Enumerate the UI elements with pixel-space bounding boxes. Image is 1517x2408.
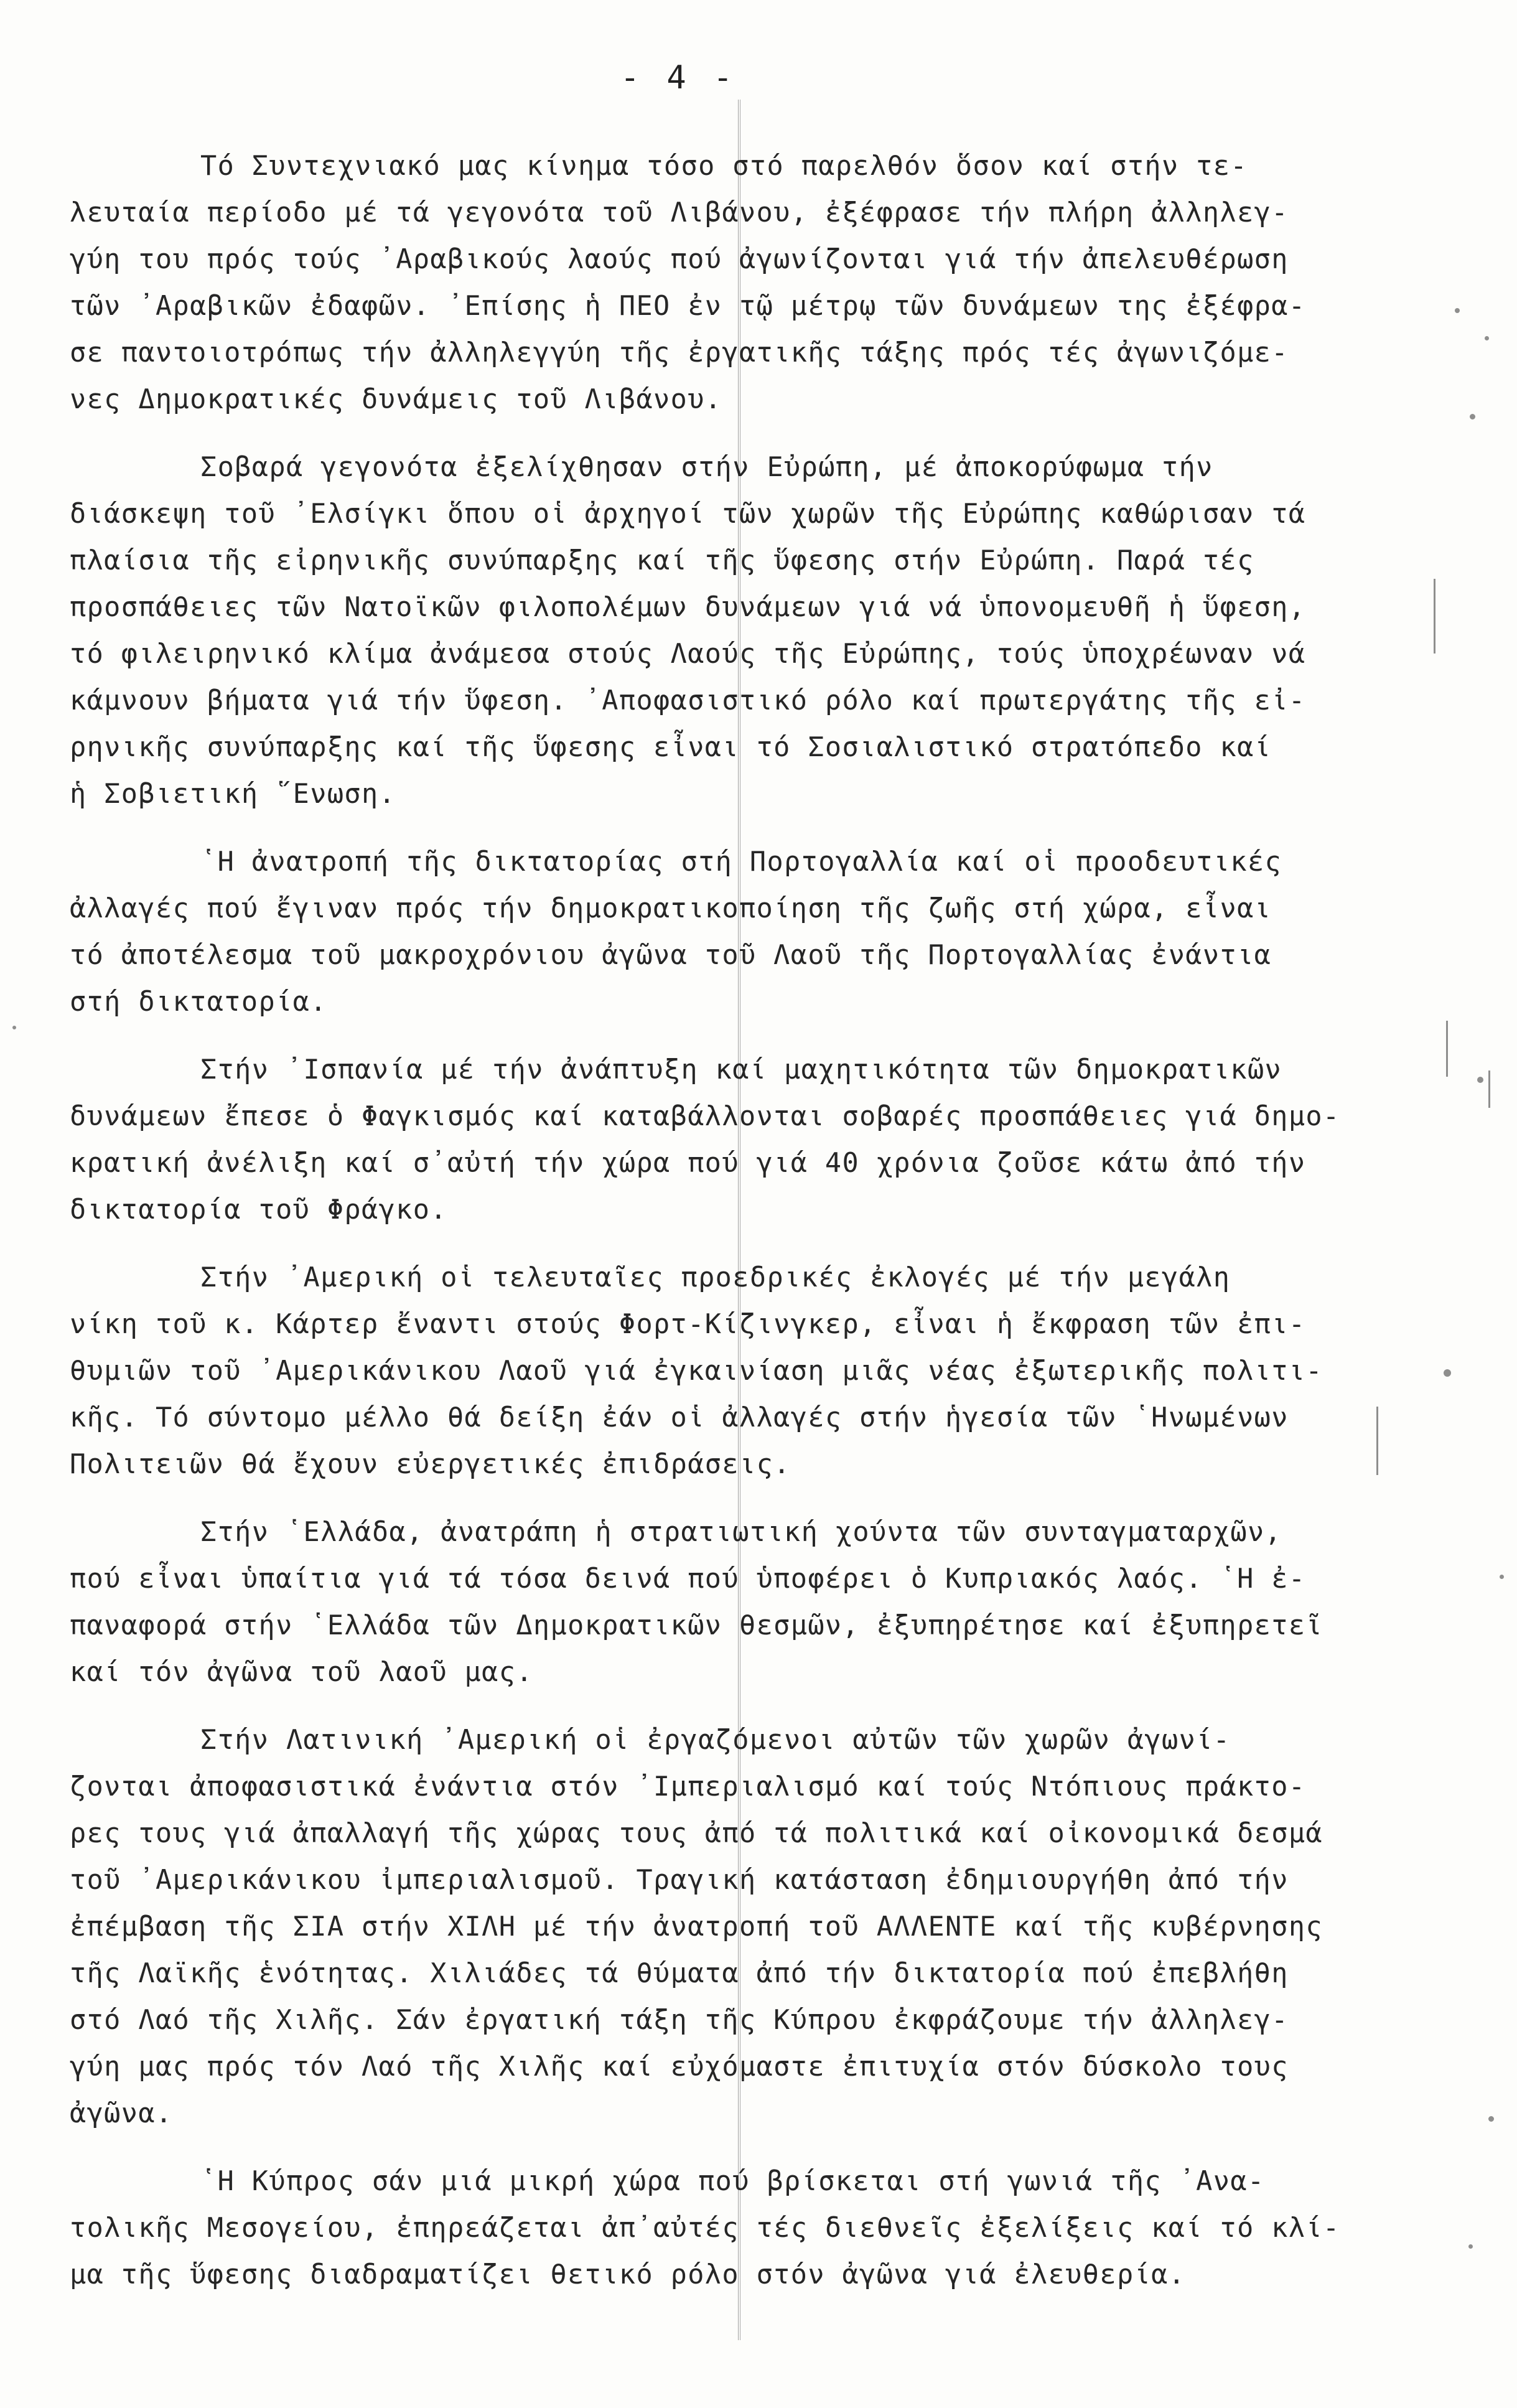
paragraph-spain <box>70 1047 1457 1234</box>
text-line: γύη μας πρός τόν Λαό τῆς Χιλῆς καί εὐχόμαστε ἐπιτυχία στόν δύσκολο τους <box>70 2051 1289 2082</box>
text-line: πού εἶναι ὑπαίτια γιά τά τόσα δεινά πού ὑποφέρει ὁ Κυπριακός λαός. ῾Η ἐ- <box>70 1563 1306 1595</box>
text-line: ἡ Σοβιετική ῞Ενωση. <box>70 779 396 810</box>
text-line: παναφορά στήν ῾Ελλάδα τῶν Δημοκρατικῶν θεσμῶν, ἐξυπηρέτησε καί ἐξυπηρετεῖ <box>70 1610 1323 1641</box>
scan-speck <box>1477 1077 1483 1083</box>
paragraph-europe <box>70 444 1457 818</box>
text-line: ἐπέμβαση τῆς ΣΙΑ στήν ΧΙΛΗ μέ τήν ἀνατροπή τοῦ ΑΛΛΕΝΤΕ καί τῆς κυβέρνησης <box>70 1911 1323 1942</box>
text-line: δικτατορία τοῦ Φράγκο. <box>70 1194 447 1225</box>
text-line: γύη του πρός τούς ᾿Αραβικούς λαούς πού ἀγωνίζονται γιά τήν ἀπελευθέρωση <box>70 244 1289 275</box>
text-line: κῆς. Τό σύντομο μέλλο θά δείξη ἐάν οἱ ἀλλαγές στήν ἡγεσία τῶν ῾Ηνωμένων <box>70 1402 1289 1433</box>
scan-speck <box>1485 336 1489 340</box>
text-line: Σοβαρά γεγονότα ἐξελίχθησαν στήν Εὐρώπη, μέ ἀποκορύφωμα τήν <box>200 452 1213 483</box>
text-line: τολικῆς Μεσογείου, ἐπηρεάζεται ἀπ᾿αὐτές τές διεθνεῖς ἐξελίξεις καί τό κλί- <box>70 2213 1340 2244</box>
scan-speck <box>1488 2116 1494 2122</box>
paragraph-greece <box>70 1509 1457 1696</box>
text-line: Στήν Λατινική ᾿Αμερική οἱ ἐργαζόμενοι αὐτῶν τῶν χωρῶν ἀγωνί- <box>200 1725 1231 1756</box>
text-line: ρηνικῆς συνύπαρξης καί τῆς ὕφεσης εἶναι τό Σοσιαλιστικό στρατόπεδο καί <box>70 732 1272 763</box>
text-line: θυμιῶν τοῦ ᾿Αμερικάνικου Λαοῦ γιά ἐγκαινίαση μιᾶς νέας ἐξωτερικῆς πολιτι- <box>70 1356 1323 1387</box>
text-line: κρατική ἀνέλιξη καί σ᾿αὐτή τήν χώρα πού γιά 40 χρόνια ζοῦσε κάτω ἀπό τήν <box>70 1148 1306 1179</box>
scan-speck <box>12 1026 16 1029</box>
text-line: Στήν ᾿Ισπανία μέ τήν ἀνάπτυξη καί μαχητικότητα τῶν δημοκρατικῶν <box>200 1054 1282 1085</box>
text-line: τό φιλειρηνικό κλίμα ἀνάμεσα στούς Λαούς τῆς Εὐρώπης, τούς ὑποχρέωναν νά <box>70 639 1306 670</box>
text-line: κάμνουν βήματα γιά τήν ὕφεση. ᾿Αποφασιστικό ρόλο καί πρωτεργάτης τῆς εἰ- <box>70 685 1306 716</box>
text-line: λευταία περίοδο μέ τά γεγονότα τοῦ Λιβάνου, ἐξέφρασε τήν πλήρη ἀλληλεγ- <box>70 197 1289 228</box>
text-line: τό ἀποτέλεσμα τοῦ μακροχρόνιου ἀγῶνα τοῦ Λαοῦ τῆς Πορτογαλλίας ἐνάντια <box>70 940 1272 971</box>
text-line: νίκη τοῦ κ. Κάρτερ ἔναντι στούς Φορτ-Κίζινγκερ, εἶναι ἡ ἔκφραση τῶν ἐπι- <box>70 1309 1306 1340</box>
text-line: καί τόν ἀγῶνα τοῦ λαοῦ μας. <box>70 1657 533 1688</box>
scan-speck <box>1468 2244 1473 2249</box>
paragraph-latin-america <box>70 1717 1457 2137</box>
text-line: σε παντοιοτρόπως τήν ἀλληλεγγύη τῆς ἐργατικῆς τάξης πρός τές ἀγωνιζόμε- <box>70 337 1289 368</box>
text-line: τῆς Λαϊκῆς ἑνότητας. Χιλιάδες τά θύματα ἀπό τήν δικτατορία πού ἐπεβλήθη <box>70 1958 1289 1989</box>
text-line: ἀλλαγές πού ἔγιναν πρός τήν δημοκρατικοποίηση τῆς ζωῆς στή χώρα, εἶναι <box>70 893 1272 924</box>
text-line: προσπάθειες τῶν Νατοϊκῶν φιλοπολέμων δυνάμεων γιά νά ὑπονομευθῆ ἡ ὕφεση, <box>70 592 1306 623</box>
text-line: πλαίσια τῆς εἰρηνικῆς συνύπαρξης καί τῆς ὕφεσης στήν Εὐρώπη. Παρά τές <box>70 545 1254 576</box>
scan-speck <box>1470 414 1475 419</box>
paragraph-america <box>70 1255 1457 1488</box>
text-line: νες Δημοκρατικές δυνάμεις τοῦ Λιβάνου. <box>70 384 722 415</box>
text-line: ῾Η ἀνατροπή τῆς δικτατορίας στή Πορτογαλλία καί οἱ προοδευτικές <box>200 846 1282 878</box>
text-line: Τό Συντεχνιακό μας κίνημα τόσο στό παρελθόν ὅσον καί στήν τε- <box>200 151 1248 182</box>
paragraph-portugal <box>70 839 1457 1026</box>
scan-speck <box>1500 1575 1504 1579</box>
text-line: διάσκεψη τοῦ ᾿Ελσίγκι ὅπου οἱ ἀρχηγοί τῶν χωρῶν τῆς Εὐρώπης καθώρισαν τά <box>70 499 1306 530</box>
text-line: ζονται ἀποφασιστικά ἐνάντια στόν ᾿Ιμπεριαλισμό καί τούς Ντόπιους πράκτο- <box>70 1771 1306 1802</box>
text-line: Στήν ῾Ελλάδα, ἀνατράπη ἡ στρατιωτική χούντα τῶν συνταγματαρχῶν, <box>200 1517 1282 1548</box>
paragraph-lebanon <box>70 143 1457 423</box>
paragraph-cyprus <box>70 2158 1457 2298</box>
text-line: ρες τους γιά ἀπαλλαγή τῆς χώρας τους ἀπό τά πολιτικά καί οἰκονομικά δεσμά <box>70 1818 1323 1849</box>
text-line: Στήν ᾿Αμερική οἱ τελευταῖες προεδρικές ἐκλογές μέ τήν μεγάλη <box>200 1262 1231 1293</box>
text-line: τῶν ᾿Αραβικῶν ἐδαφῶν. ᾿Επίσης ἡ ΠΕΟ ἐν τῷ μέτρῳ τῶν δυνάμεων της ἐξέφρα- <box>70 291 1306 322</box>
text-line: στή δικτατορία. <box>70 986 327 1018</box>
text-line: Πολιτειῶν θά ἔχουν εὐεργετικές ἐπιδράσεις. <box>70 1449 791 1480</box>
body-text <box>70 143 1457 2320</box>
text-line: ῾Η Κύπρος σάν μιά μικρή χώρα πού βρίσκεται στή γωνιά τῆς ᾿Ανα- <box>200 2166 1265 2197</box>
text-line: μα τῆς ὕφεσης διαδραματίζει θετικό ρόλο στόν ἀγῶνα γιά ἐλευθερία. <box>70 2259 1186 2290</box>
text-line: τοῦ ᾿Αμερικάνικου ἰμπεριαλισμοῦ. Τραγική κατάσταση ἐδημιουργήθη ἀπό τήν <box>70 1865 1289 1896</box>
margin-mark <box>1488 1070 1490 1108</box>
text-line: ἀγῶνα. <box>70 2098 173 2129</box>
page-number: - 4 - <box>620 59 737 96</box>
text-line: στό Λαό τῆς Χιλῆς. Σάν ἐργατική τάξη τῆς Κύπρου ἐκφράζουμε τήν ἀλληλεγ- <box>70 2005 1289 2036</box>
text-line: δυνάμεων ἔπεσε ὁ Φαγκισμός καί καταβάλλονται σοβαρές προσπάθειες γιά δημο- <box>70 1101 1340 1132</box>
